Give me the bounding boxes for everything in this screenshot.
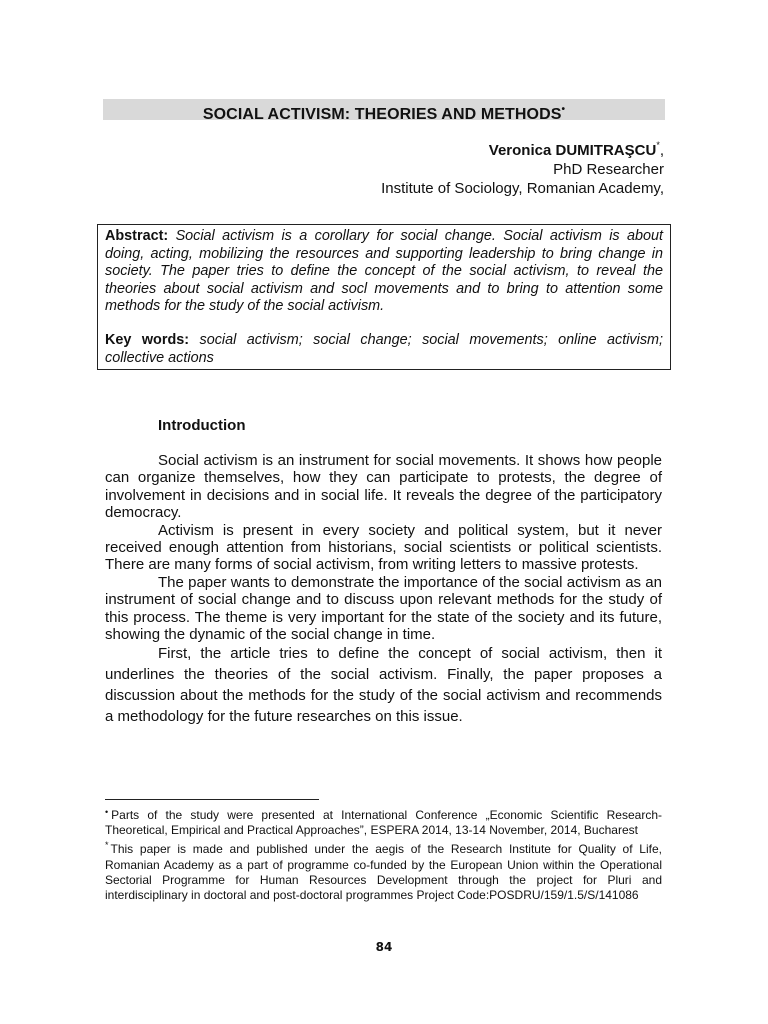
body-paragraph: The paper wants to demonstrate the importance of the social activism as an instrument of social change and to discuss upon relevant methods for the study of this process. The theme is very important for the state of the society and its future, showing the dynamic of the social change in time. <box>105 573 662 644</box>
paper-title-text: SOCIAL ACTIVISM: THEORIES AND METHODS <box>202 106 562 123</box>
body-text <box>105 452 662 727</box>
footnote-item <box>105 838 662 903</box>
author-role: PhD Researcher <box>553 161 664 178</box>
abstract-box <box>97 224 671 370</box>
footnote-divider <box>105 799 319 800</box>
footnote-mark: • <box>105 807 109 817</box>
body-paragraph: First, the article tries to define the concept of social activism, then it underlines the theories of the social activism. Finally, the paper proposes a discussion about the methods for the study of the social activism and recommends a methodology for the future researches on this issue. <box>105 645 662 726</box>
page-number: 84 <box>375 940 393 954</box>
abstract-paragraph <box>105 228 663 316</box>
author-name: Veronica DUMITRAŞCU <box>488 142 657 159</box>
footnote-mark: * <box>105 840 109 851</box>
section-heading: Introduction <box>158 417 246 434</box>
author-block <box>204 136 664 198</box>
keywords-label: Key words: <box>105 331 190 348</box>
footnote-text: This paper is made and published under the aegis of the Research Institute for Quality of Life, Romanian Academy as a part of programme co-funded by the European Union within the Operational Sectorial Programme for Human Resources Development through the project for Pluri and interdisciplinary in doctoral and post-doctoral programmes Project Code:POSDRU/159/1.5/S/141086 <box>105 842 662 903</box>
keywords-paragraph <box>105 332 663 367</box>
author-footnote-mark: * <box>656 140 660 150</box>
body-paragraph: Activism is present in every society and political system, but it never received enough attention from historians, social scientists or political scientists. There are many forms of social activism, from writing letters to massive protests. <box>105 521 662 574</box>
keywords-text: social activism; social change; social movements; online activism; collective actions <box>105 331 663 366</box>
author-name-suffix: , <box>659 142 664 159</box>
abstract-label: Abstract: <box>105 228 169 244</box>
footnote-text: Parts of the study were presented at International Conference „Economic Scientific Research- Theoretical, Empirical and Practical Approaches”, ESPERA 2014, 13-14 November, 2014, Bucharest <box>105 808 662 838</box>
footnote-item <box>105 805 662 838</box>
paper-title <box>103 99 665 123</box>
author-line <box>204 136 664 160</box>
abstract-text: Social activism is a corollary for social change. Social activism is about doing, acting, mobilizing the resources and supporting leadership to bring change in society. The paper tries to define the concept of the social activism, to reveal the theories about social activism and socl movements and to bring to attention some methods for the study of the social activism. <box>105 228 663 315</box>
footnotes <box>105 805 662 903</box>
author-affiliation: Institute of Sociology, Romanian Academy, <box>381 180 664 197</box>
title-footnote-mark: • <box>561 104 566 115</box>
body-paragraph: Social activism is an instrument for social movements. It shows how people can organize themselves, how they can participate to protests, the degree of involvement in decisions and in social life. It reveals the degree of the participatory democracy. <box>105 452 662 522</box>
